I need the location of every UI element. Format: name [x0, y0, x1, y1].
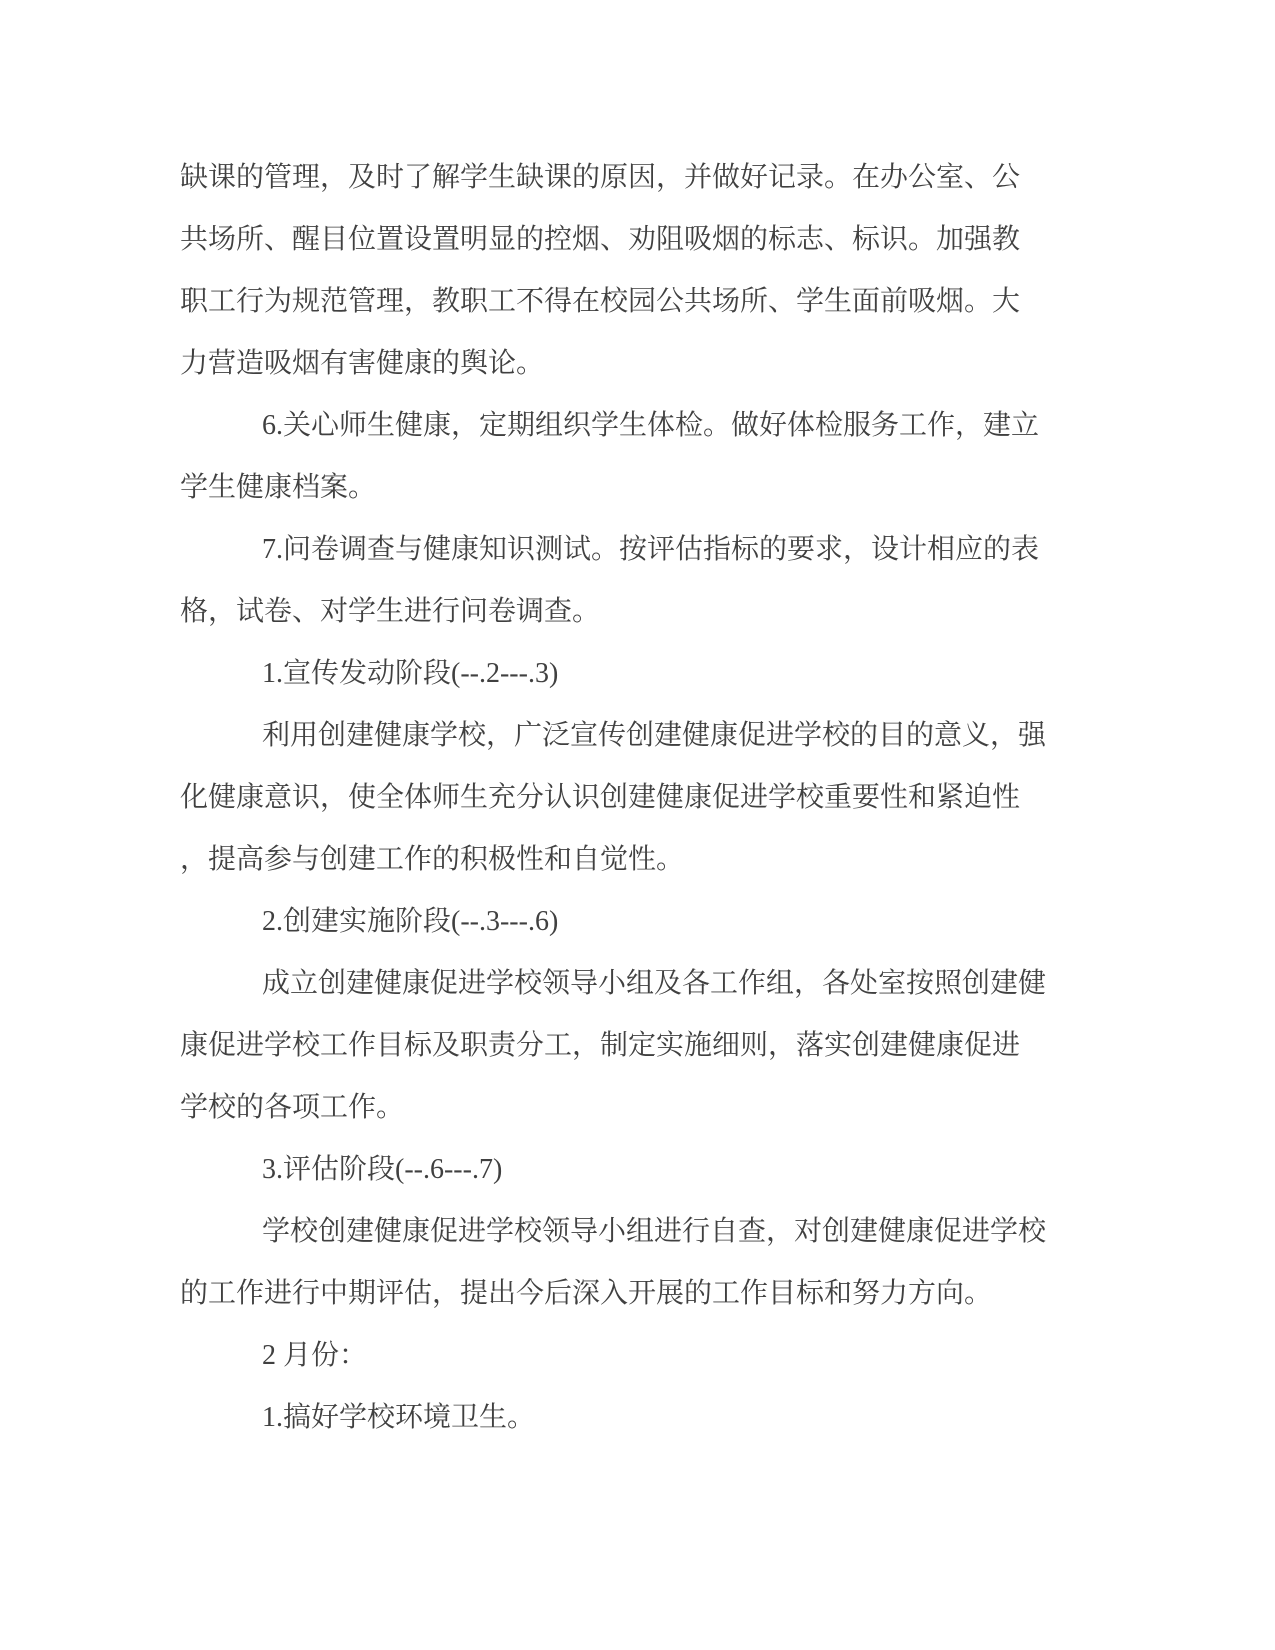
text-line: 职工行为规范管理，教职工不得在校园公共场所、学生面前吸烟。大: [180, 286, 1021, 317]
text-line: 6.关心师生健康，定期组织学生体检。做好体检服务工作，建立: [262, 410, 1040, 441]
text-line: 7.问卷调查与健康知识测试。按评估指标的要求，设计相应的表: [262, 534, 1040, 565]
text-line: 利用创建健康学校，广泛宣传创建健康促进学校的目的意义，强: [262, 720, 1047, 751]
text-line: 学生健康档案。: [180, 472, 377, 503]
text-line: 1.搞好学校环境卫生。: [262, 1402, 536, 1433]
text-line: 化健康意识，使全体师生充分认识创建健康促进学校重要性和紧迫性: [180, 782, 1021, 813]
text-line: 2.创建实施阶段(--.3---.6): [262, 906, 559, 937]
text-line: 格，试卷、对学生进行问卷调查。: [180, 596, 601, 627]
text-line: 学校创建健康促进学校领导小组进行自查，对创建健康促进学校: [262, 1216, 1047, 1247]
text-line: 的工作进行中期评估，提出今后深入开展的工作目标和努力方向。: [180, 1278, 993, 1309]
text-line: 缺课的管理，及时了解学生缺课的原因，并做好记录。在办公室、公: [180, 162, 1021, 193]
text-line: ，提高参与创建工作的积极性和自觉性。: [180, 844, 685, 875]
text-line: 学校的各项工作。: [180, 1092, 405, 1123]
text-line: 3.评估阶段(--.6---.7): [262, 1154, 503, 1185]
text-line: 成立创建健康促进学校领导小组及各工作组，各处室按照创建健: [262, 968, 1047, 999]
text-line: 共场所、醒目位置设置明显的控烟、劝阻吸烟的标志、标识。加强教: [180, 224, 1021, 255]
text-line: 2 月份：: [262, 1340, 368, 1371]
text-line: 力营造吸烟有害健康的舆论。: [180, 348, 545, 379]
text-line: 1.宣传发动阶段(--.2---.3): [262, 658, 559, 689]
text-line: 康促进学校工作目标及职责分工，制定实施细则，落实创建健康促进: [180, 1030, 1021, 1061]
document-body-text: [180, 147, 1047, 1449]
